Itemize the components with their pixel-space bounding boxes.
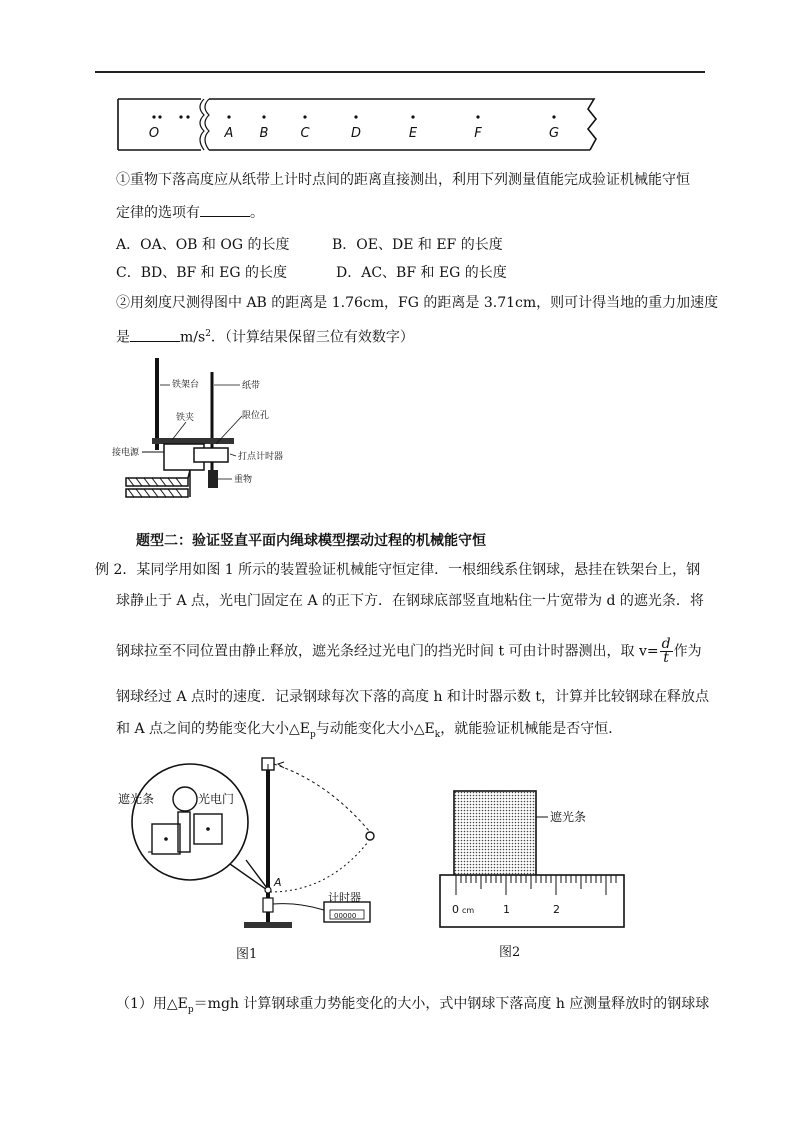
q1-line1: ①重物下落高度应从纸带上计时点间的距离直接测出，利用下列测量值能完成验证机械能守恒	[116, 172, 690, 188]
apparatus-figure	[112, 352, 312, 507]
q1-option-a: A．OA、OB 和 OG 的长度	[116, 237, 290, 253]
section-title: 题型二：验证竖直平面内绳球模型摆动过程的机械能守恒	[136, 533, 486, 549]
fig2-tick-1: 1	[503, 903, 510, 916]
label-timer: 打点计时器	[238, 452, 284, 462]
fig2-label-shade: 遮光条	[550, 810, 587, 824]
fig1-timer-display: 00000	[334, 912, 357, 920]
tape-label-d: D	[350, 126, 362, 141]
fig2-unit: cm	[462, 906, 475, 915]
fig1-label-gate: 光电门	[198, 792, 235, 806]
tape-label-g: G	[548, 126, 560, 141]
example-line1: 例 2．某同学用如图 1 所示的装置验证机械能守恒定律．一根细线系住钢球，悬挂在铁架台上，钢	[95, 562, 701, 578]
example-line2: 球静止于 A 点，光电门固定在 A 的正下方．在钢球底部竖直地粘住一片宽带为 d 的遮光条．将	[116, 593, 704, 609]
figure-2	[436, 785, 628, 930]
fraction-d-over-t: $\frac{d}{t}$	[661, 636, 671, 666]
answer-blank[interactable]	[200, 204, 250, 217]
label-stand: 铁架台	[172, 380, 200, 390]
fig1-label-a: A	[274, 876, 282, 889]
example-line4: 钢球经过 A 点时的速度．记录钢球每次下落的高度 h 和计时器示数 t，计算并比较钢球在释放点	[116, 689, 710, 705]
tape-label-e: E	[408, 126, 418, 141]
q1-option-c: C．BD、BF 和 EG 的长度	[116, 265, 287, 281]
tape-figure	[116, 95, 606, 157]
fig2-tick-2: 2	[553, 903, 560, 916]
fig1-label-shade: 遮光条	[118, 792, 155, 806]
header-rule	[95, 71, 705, 73]
label-tape: 纸带	[242, 381, 261, 391]
figure-2-caption: 图2	[499, 945, 521, 960]
label-clamp: 铁夹	[176, 413, 195, 423]
label-weight: 重物	[234, 475, 253, 485]
tape-label-o: O	[148, 126, 160, 141]
figure-1-caption: 图1	[236, 947, 258, 962]
q1-option-b: B．OE、DE 和 EF 的长度	[332, 237, 503, 253]
q1-option-d: D．AC、BF 和 EG 的长度	[336, 265, 507, 281]
example-line5: 和 A 点之间的势能变化大小$\triangle E_p$与动能变化大小$\triangle E_k$，就能验证机械能是否守恒．	[116, 721, 623, 740]
tape-label-b: B	[259, 126, 269, 141]
figure-1	[118, 752, 398, 964]
q2-line2: 是 $m/s^2$．（计算结果保留三位有效数字）	[116, 329, 414, 346]
example-line3: 钢球拉至不同位置由静止释放，遮光条经过光电门的挡光时间 t 可由计时器测出，取 v= $\frac{d}{t}$ 作为	[116, 636, 702, 666]
tape-label-f: F	[474, 126, 482, 141]
q2-line1: ②用刻度尺测得图中 AB 的距离是 1.76cm，FG 的距离是 3.71cm，则可计得当地的重力加速度	[116, 295, 719, 311]
label-hole: 限位孔	[242, 411, 270, 421]
question-1-line: （1）用$\triangle E_p=mgh$ 计算钢球重力势能变化的大小，式中钢球下落高度 h 应测量释放时的钢球球	[116, 996, 710, 1015]
answer-blank-g[interactable]	[130, 329, 180, 342]
fig1-label-timer: 计时器	[328, 891, 361, 904]
q1-line2: 定律的选项有 。	[116, 205, 264, 221]
tape-label-c: C	[300, 126, 310, 141]
label-power: 接电源	[112, 448, 140, 458]
tape-label-a: A	[224, 126, 234, 141]
fig2-tick-0: 0	[452, 903, 459, 916]
